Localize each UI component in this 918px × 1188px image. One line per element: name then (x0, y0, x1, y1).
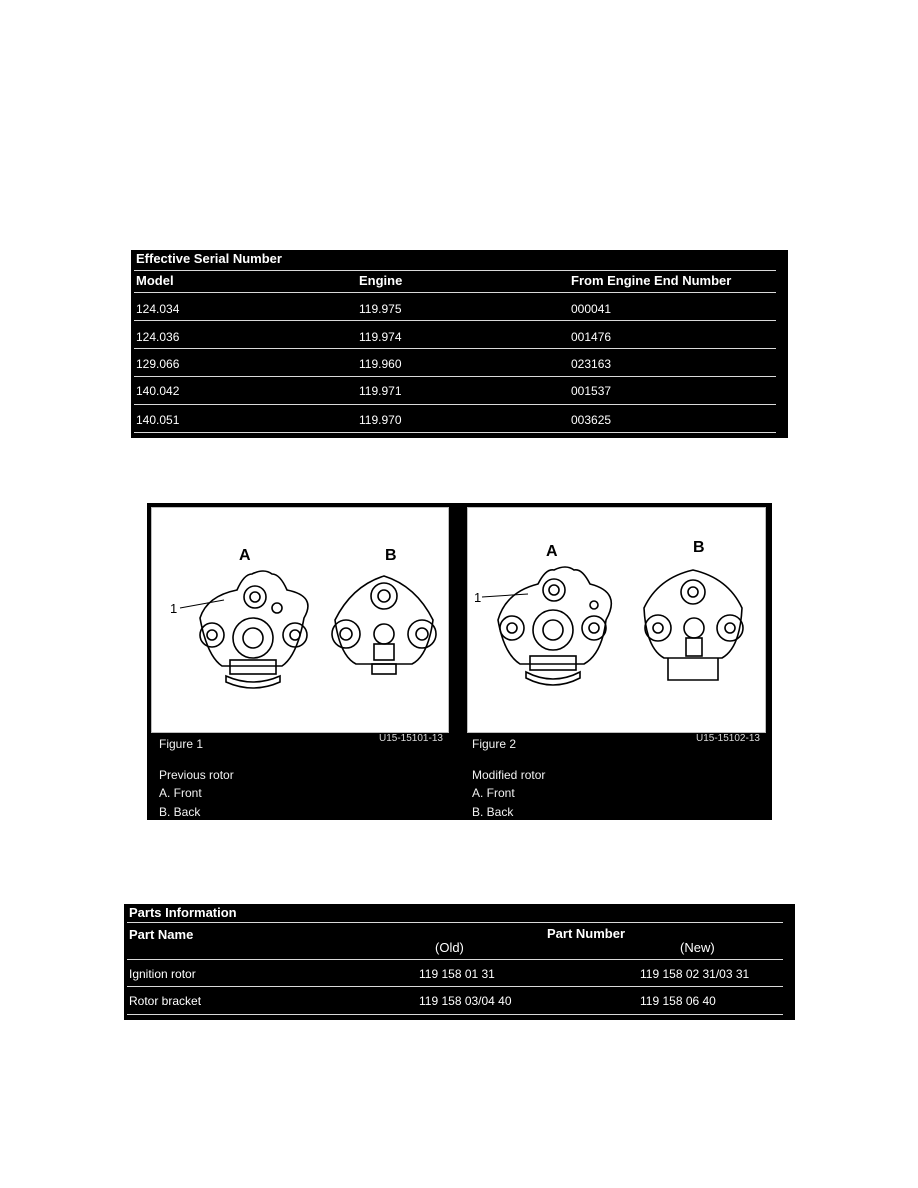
header-old: (Old) (435, 940, 464, 955)
label-b: B (693, 539, 705, 556)
previous-rotor-illustration (152, 508, 448, 732)
figure-1-caption: Previous rotor (159, 768, 234, 782)
parts-table-caption: Parts Information (129, 905, 237, 920)
table-cell-new-part-number: 119 158 06 40 (640, 994, 716, 1008)
figure-2-item-b: B. Back (472, 805, 514, 819)
figure-2-code: U15-15102-13 (696, 733, 760, 744)
table-cell-engine: 119.975 (359, 302, 402, 316)
figure-1-code: U15-15101-13 (379, 733, 443, 744)
table-cell-engine: 119.974 (359, 330, 402, 344)
header-engine: Engine (359, 273, 403, 288)
table-cell-model: 124.036 (136, 330, 180, 344)
figure-2-drawing (467, 507, 766, 733)
table-cell-end-number: 000041 (571, 302, 612, 316)
figure-2-caption: Modified rotor (472, 768, 546, 782)
table-cell-engine: 119.960 (359, 357, 402, 371)
table-cell-new-part-number: 119 158 02 31/03 31 (640, 967, 750, 981)
divider (134, 292, 776, 293)
divider (134, 404, 776, 405)
serial-table-caption: Effective Serial Number (136, 251, 282, 266)
figure-1-drawing (151, 507, 449, 733)
figure-1-item-b: B. Back (159, 805, 201, 819)
rotor-back-view (644, 570, 743, 680)
divider (134, 376, 776, 377)
label-b: B (385, 547, 397, 564)
table-cell-model: 140.051 (136, 413, 180, 427)
rotor-back-view (332, 576, 436, 674)
rotor-figures-panel (147, 503, 772, 820)
table-cell-engine: 119.970 (359, 413, 402, 427)
modified-rotor-illustration (468, 508, 765, 732)
table-cell-part-name: Ignition rotor (129, 967, 196, 981)
divider (134, 270, 776, 271)
table-cell-old-part-number: 119 158 01 31 (419, 967, 495, 981)
label-a: A (546, 543, 558, 560)
header-model: Model (136, 273, 174, 288)
label-a: A (239, 547, 251, 564)
table-cell-model: 140.042 (136, 384, 180, 398)
table-cell-end-number: 023163 (571, 357, 612, 371)
callout-1: 1 (170, 601, 178, 616)
figure-2-title: Figure 2 (472, 737, 517, 751)
rotor-front-view (498, 567, 611, 685)
table-cell-end-number: 003625 (571, 413, 612, 427)
divider (134, 432, 776, 433)
callout-1: 1 (474, 590, 482, 605)
header-part-number: Part Number (547, 926, 626, 941)
rotor-front-view (200, 571, 308, 688)
figure-1-title: Figure 1 (159, 737, 204, 751)
divider (127, 959, 783, 960)
figure-1-item-a: A. Front (159, 786, 202, 800)
header-from-engine-end-number: From Engine End Number (571, 273, 732, 288)
effective-serial-number-table (131, 250, 788, 438)
table-cell-engine: 119.971 (359, 384, 402, 398)
table-cell-part-name: Rotor bracket (129, 994, 202, 1008)
parts-information-table (124, 904, 795, 1020)
divider (134, 320, 776, 321)
divider (134, 348, 776, 349)
figure-2-item-a: A. Front (472, 786, 515, 800)
header-new: (New) (680, 940, 715, 955)
table-cell-model: 129.066 (136, 357, 180, 371)
divider (127, 986, 783, 987)
table-cell-model: 124.034 (136, 302, 180, 316)
table-cell-old-part-number: 119 158 03/04 40 (419, 994, 512, 1008)
divider (127, 922, 783, 923)
header-part-name: Part Name (129, 927, 194, 942)
table-cell-end-number: 001537 (571, 384, 612, 398)
table-cell-end-number: 001476 (571, 330, 612, 344)
divider (127, 1014, 783, 1015)
